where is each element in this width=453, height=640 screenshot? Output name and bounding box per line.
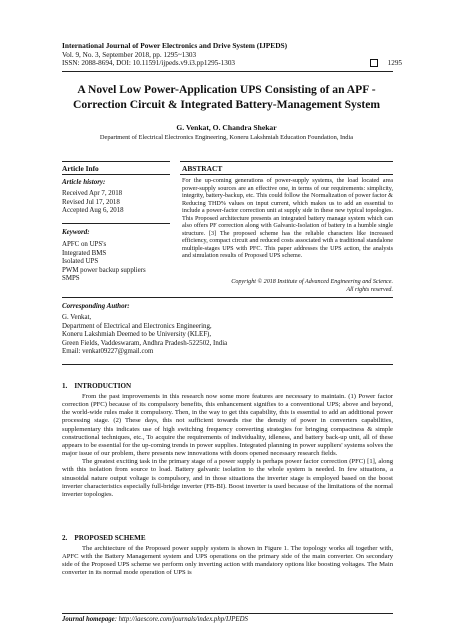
keyword-item: Integrated BMS bbox=[62, 249, 107, 257]
abstract-top-rule bbox=[180, 161, 393, 162]
abstract-text: For the up-coming generations of power-supply systems, the load located area power-supply sources are an effective one, in terms of our requirements: simplicity, integrity, battery-backup, etc. This could follow the Normalization of power factor & Reducing THD% values on input current, which makes us to add an essential to include a power-factor correction unit at supply side in these new typical topologies. This Proposed architecture presents an integrated battery manage system which can also offers PF correction along with Galvanic-Isolation of battery in a humble single structure. [3] The proposed scheme has the reliable characters like increased efficiency, compact circuit and reduced costs associated with a traditional standalone multiple-stages UPS with PFC. This paper addresses the UPS action, the analysis and simulation results of Proposed UPS scheme. bbox=[182, 177, 393, 260]
page-number: 1295 bbox=[387, 59, 402, 67]
keyword-item: SMPS bbox=[62, 275, 80, 283]
header-rule bbox=[62, 71, 393, 72]
rights-line: All rights reserved. bbox=[346, 286, 393, 293]
paragraph: The architecture of the Proposed power supply system is shown in Figure 1. The topology works all together with, APFC with the Battery Management system and UPS operations on the primary side of the main converter. On secondary side of the Proposed UPS scheme we perform only inverting action with mandatory options like boosting voltages. The Main converter in its normal mode operation of UPS is bbox=[62, 545, 393, 577]
paper-title: A Novel Low Power-Application UPS Consisting of an APF - Correction Circuit & Integrated Battery-Management System bbox=[72, 83, 381, 111]
journal-name: International Journal of Power Electronics and Drive System (IJPEDS) bbox=[62, 41, 288, 50]
received-date: Received Apr 7, 2018 bbox=[62, 190, 123, 197]
article-history-label: Article history: bbox=[62, 178, 106, 186]
keyword-item: Isolated UPS bbox=[62, 258, 99, 266]
copyright-line: Copyright © 2018 Institute of Advanced Engineering and Science. bbox=[231, 279, 393, 285]
author-university: Koneru Lakshmiah Deemed to be University (KLEF), bbox=[62, 331, 212, 339]
author-name: G. Venkat, bbox=[62, 314, 92, 321]
article-history bbox=[62, 190, 124, 216]
introduction-body bbox=[62, 393, 393, 499]
journal-volume: Vol. 9, No. 3, September 2018, pp. 1295~1303 bbox=[62, 50, 197, 59]
footer-rule bbox=[62, 613, 393, 614]
footer-label: Journal homepage bbox=[62, 616, 115, 623]
corresponding-heading: Corresponding Author: bbox=[62, 302, 130, 310]
corresponding-top-rule bbox=[62, 297, 393, 298]
journal-homepage-link[interactable]: : http://iaescore.com/journals/index.php/IJPEDS bbox=[114, 616, 248, 623]
keyword-label: Keyword: bbox=[62, 228, 90, 236]
author-department: Department of Electrical and Electronics Engineering, bbox=[62, 322, 212, 330]
journal-header bbox=[62, 42, 402, 68]
footer bbox=[62, 616, 248, 623]
page-number-block bbox=[370, 59, 402, 67]
accepted-date: Accepted Aug 6, 2018 bbox=[62, 207, 124, 215]
keyword-rule bbox=[62, 223, 170, 224]
author-address: Green Fields, Vaddeswaram, Andhra Pradesh-522502, India bbox=[62, 339, 228, 347]
article-info-top-rule bbox=[62, 161, 170, 162]
author-email: Email: venkat09227@gmail.com bbox=[62, 348, 154, 356]
corresponding-author bbox=[62, 314, 227, 357]
article-info-sub-rule bbox=[62, 174, 170, 175]
copyright bbox=[182, 279, 393, 294]
paragraph: From the past improvements in this research now some more features are necessary to maintain. (1) Power factor correction (PFC) because of its compulsory benefits, this enhancement signifies to a conventional UPS; above and beyond, the world-wide rules make it compulsory. Then, in the way to get this capability, this is essential to add an additional power processing stage. (2) These days, this not sufficient towards rise the density of power in converters capabilities, supplementary this indicates use of high switching frequency converting strategies for bringing compactness & simple constructional techniques, etc., To acquire the requirements of individuality, idleness, and battery back-up unit, all of these appears to be essential for the up-coming trends in power supplies. Integrated planning in power suppliers' systems solves the major issue of our problem, there presents new innovations with doors opened necessary research fields. bbox=[62, 393, 393, 458]
abstract-sub-rule bbox=[180, 174, 393, 175]
section-introduction-heading: 1. INTRODUCTION bbox=[62, 382, 132, 390]
keyword-list bbox=[62, 241, 146, 284]
section-proposed-scheme-heading: 2. PROPOSED SCHEME bbox=[62, 534, 146, 542]
abstract-heading: ABSTRACT bbox=[182, 164, 223, 173]
keyword-item: APFC on UPS's bbox=[62, 241, 107, 248]
journal-issn: ISSN: 2088-8694, DOI: 10.11591/ijpeds.v9.i3.pp1295-1303 bbox=[62, 59, 236, 68]
authors: G. Venkat, O. Chandra Shekar bbox=[176, 123, 277, 132]
paragraph: The greatest exciting task in the primary stage of a power supply is perhaps power factor correction (PFC) [1], along with this isolation from source to load. Battery galvanic isolation to the whole system is needed. In few situations, a sinusoidal nature output voltage is compulsory, and in those situations the inverter stage is employed based on the boost inverter characteristics especially full-bridge inverter (FB-BI). Boost inverter is used because of the limitations of the normal inverter topologies. bbox=[62, 458, 393, 498]
corresponding-bottom-rule bbox=[62, 364, 393, 365]
square-icon bbox=[370, 59, 378, 67]
keyword-item: PWM power backup suppliers bbox=[62, 266, 146, 274]
revised-date: Revised Jul 17, 2018 bbox=[62, 198, 120, 206]
article-info-heading: Article Info bbox=[62, 164, 99, 173]
proposed-scheme-body bbox=[62, 545, 393, 578]
affiliation: Department of Electrical Electronics Engineering, Koneru Lakshmiah Education Foundation, India bbox=[99, 134, 354, 141]
